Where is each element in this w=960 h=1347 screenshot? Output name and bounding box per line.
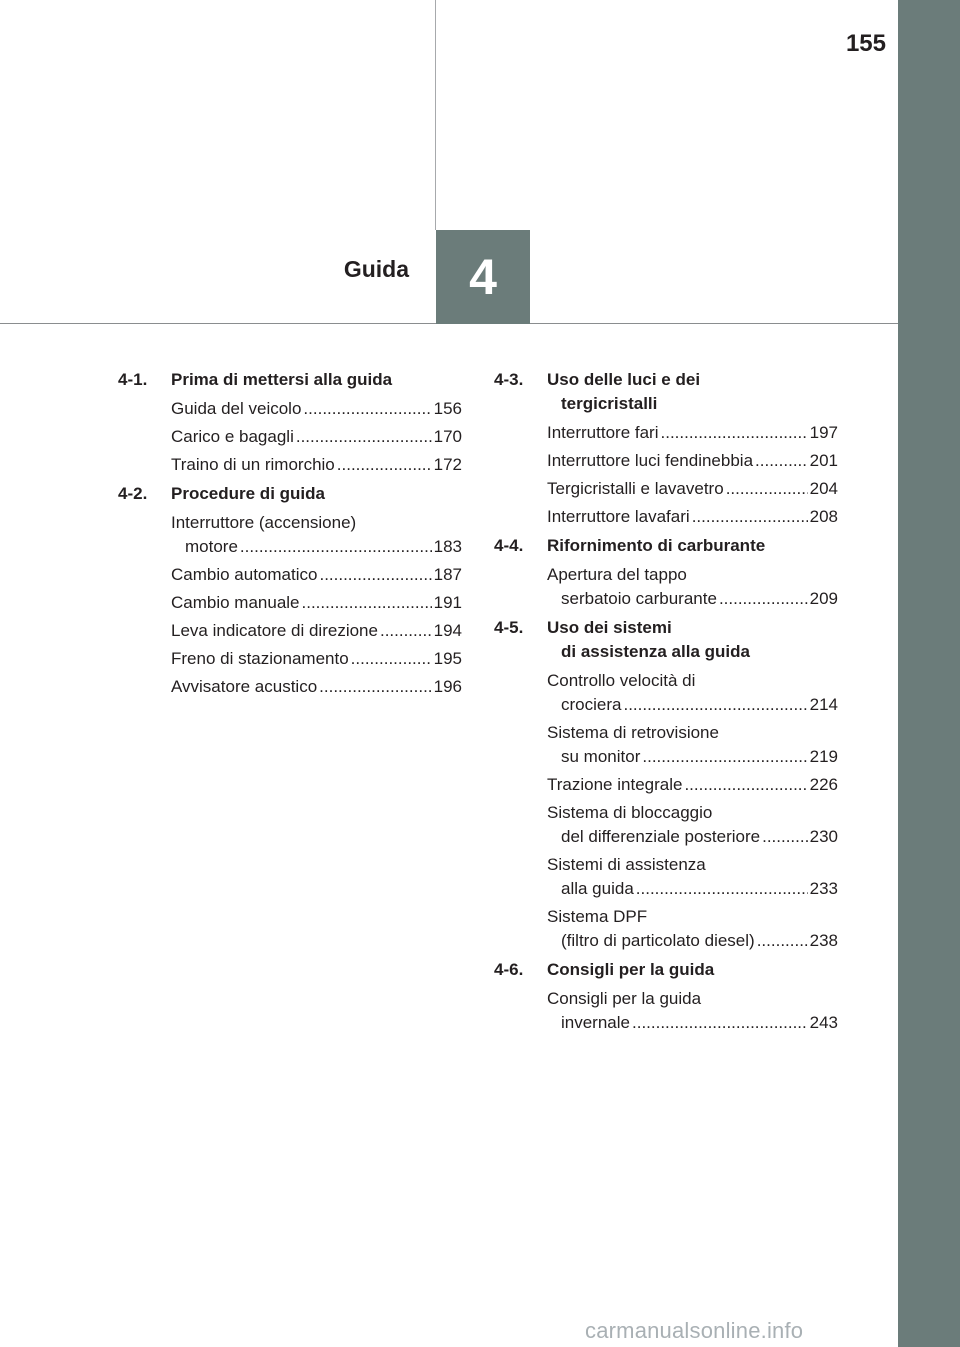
section-number: 4-4. <box>494 536 524 555</box>
entry-text: Freno di stazionamento <box>171 649 349 668</box>
dot-leader <box>661 421 808 445</box>
entry-text: Carico e bagagli <box>171 427 294 446</box>
dot-leader <box>296 425 432 449</box>
entry-page-number: 226 <box>809 775 838 794</box>
toc-section <box>494 368 838 529</box>
entry-text: Interruttore luci fendinebbia <box>547 451 754 470</box>
entry-text: Leva indicatore di direzione <box>171 621 378 640</box>
toc-entry[interactable] <box>547 477 838 501</box>
toc-entry[interactable] <box>547 905 838 953</box>
toc-entry[interactable] <box>171 563 462 587</box>
section-title-line: Rifornimento di carburante <box>547 536 766 555</box>
chapter-side-tab <box>898 0 960 1347</box>
section-heading <box>494 616 838 664</box>
entry-page-number: 230 <box>809 827 838 846</box>
toc-left-column <box>118 368 462 704</box>
entry-text: Guida del veicolo <box>171 399 302 418</box>
dot-leader <box>380 619 432 643</box>
dot-leader <box>692 505 808 529</box>
entry-text: Sistema DPF <box>547 907 648 926</box>
toc-section <box>494 958 838 1035</box>
entry-text: Apertura del tappo <box>547 565 687 584</box>
entry-page-number: 201 <box>809 451 838 470</box>
entry-text: Controllo velocità di <box>547 671 696 690</box>
toc-entry[interactable] <box>171 675 462 699</box>
section-title <box>547 534 838 558</box>
toc-entry[interactable] <box>547 563 838 611</box>
toc-entry[interactable] <box>547 669 838 717</box>
section-heading <box>494 368 838 416</box>
dot-leader <box>240 535 432 559</box>
entry-text: Traino di un rimorchio <box>171 455 335 474</box>
dot-leader <box>319 675 431 699</box>
entry-text: Avvisatore acustico <box>171 677 318 696</box>
section-heading <box>494 534 838 558</box>
toc-entry[interactable] <box>171 453 462 477</box>
toc-entry[interactable] <box>547 853 838 901</box>
dot-leader <box>642 745 807 769</box>
dot-leader <box>757 929 808 953</box>
section-title <box>547 368 838 416</box>
toc-section <box>494 534 838 611</box>
section-title-line: Consigli per la guida <box>547 960 715 979</box>
entry-text: serbatoio carburante <box>561 589 717 608</box>
dot-leader <box>302 591 432 615</box>
entry-text: invernale <box>561 1013 630 1032</box>
entry-page-number: 208 <box>809 507 838 526</box>
toc-section <box>118 368 462 477</box>
toc-entry[interactable] <box>547 987 838 1035</box>
section-title <box>171 482 462 506</box>
section-title-line: di assistenza alla guida <box>561 642 750 661</box>
toc-entry[interactable] <box>547 421 838 445</box>
section-title <box>547 616 838 664</box>
chapter-title: Guida <box>343 256 409 282</box>
entry-text: Sistema di bloccaggio <box>547 803 713 822</box>
dot-leader <box>726 477 808 501</box>
entry-text: crociera <box>561 695 622 714</box>
section-title-line: Procedure di guida <box>171 484 325 503</box>
entry-text: Cambio manuale <box>171 593 300 612</box>
toc-entry[interactable] <box>547 449 838 473</box>
entry-page-number: 172 <box>433 455 462 474</box>
entry-page-number: 194 <box>433 621 462 640</box>
toc-entry[interactable] <box>171 619 462 643</box>
entry-text: (filtro di particolato diesel) <box>561 931 755 950</box>
entry-page-number: 233 <box>809 879 838 898</box>
entry-page-number: 183 <box>433 537 462 556</box>
toc-section <box>118 482 462 699</box>
entry-text: Cambio automatico <box>171 565 318 584</box>
section-number: 4-1. <box>118 370 148 389</box>
entry-page-number: 191 <box>433 593 462 612</box>
dot-leader <box>337 453 432 477</box>
entry-page-number: 214 <box>809 695 838 714</box>
entry-text: Interruttore (accensione) <box>171 513 357 532</box>
entry-text: Consigli per la guida <box>547 989 702 1008</box>
toc-entry[interactable] <box>171 647 462 671</box>
toc-entry[interactable] <box>547 801 838 849</box>
section-number: 4-3. <box>494 370 524 389</box>
entry-text: del differenziale posteriore <box>561 827 761 846</box>
toc-entry[interactable] <box>547 773 838 797</box>
chapter-number-box: 4 <box>436 230 530 324</box>
entry-page-number: 156 <box>433 399 462 418</box>
entry-page-number: 204 <box>809 479 838 498</box>
dot-leader <box>623 693 807 717</box>
entry-page-number: 243 <box>809 1013 838 1032</box>
section-title-line: Uso delle luci e dei <box>547 370 701 389</box>
section-number: 4-5. <box>494 618 524 637</box>
entry-page-number: 187 <box>433 565 462 584</box>
toc-entry[interactable] <box>171 425 462 449</box>
entry-text: su monitor <box>561 747 641 766</box>
entry-page-number: 219 <box>809 747 838 766</box>
dot-leader <box>755 449 808 473</box>
toc-entry[interactable] <box>171 591 462 615</box>
dot-leader <box>351 647 432 671</box>
dot-leader <box>762 825 808 849</box>
section-heading <box>118 482 462 506</box>
toc-entry[interactable] <box>547 505 838 529</box>
entry-text: Trazione integrale <box>547 775 683 794</box>
dot-leader <box>319 563 431 587</box>
section-title-line: tergicristalli <box>561 394 658 413</box>
entry-text: Interruttore fari <box>547 423 659 442</box>
page-number: 155 <box>845 30 886 57</box>
section-heading <box>494 958 838 982</box>
entry-page-number: 196 <box>433 677 462 696</box>
toc-section <box>494 616 838 953</box>
watermark: carmanualsonline.info <box>585 1318 804 1343</box>
toc-entry[interactable] <box>547 721 838 769</box>
section-title <box>171 368 462 392</box>
section-number: 4-6. <box>494 960 524 979</box>
toc-entry[interactable] <box>171 511 462 559</box>
entry-text: Tergicristalli e lavavetro <box>547 479 724 498</box>
entry-text: Sistemi di assistenza <box>547 855 706 874</box>
entry-page-number: 197 <box>809 423 838 442</box>
toc-right-column <box>494 368 838 1040</box>
entry-text: alla guida <box>561 879 634 898</box>
dot-leader <box>636 877 808 901</box>
entry-text: Sistema di retrovisione <box>547 723 719 742</box>
entry-page-number: 238 <box>809 931 838 950</box>
section-heading <box>118 368 462 392</box>
section-number: 4-2. <box>118 484 148 503</box>
dot-leader <box>303 397 431 421</box>
dot-leader <box>632 1011 808 1035</box>
entry-page-number: 170 <box>433 427 462 446</box>
entry-page-number: 195 <box>433 649 462 668</box>
entry-page-number: 209 <box>809 589 838 608</box>
section-title-line: Prima di mettersi alla guida <box>171 370 393 389</box>
section-title <box>547 958 838 982</box>
entry-text: motore <box>185 537 238 556</box>
dot-leader <box>719 587 808 611</box>
entry-text: Interruttore lavafari <box>547 507 690 526</box>
section-title-line: Uso dei sistemi <box>547 618 672 637</box>
dot-leader <box>684 773 807 797</box>
toc-entry[interactable] <box>171 397 462 421</box>
header-vertical-rule <box>435 0 436 230</box>
